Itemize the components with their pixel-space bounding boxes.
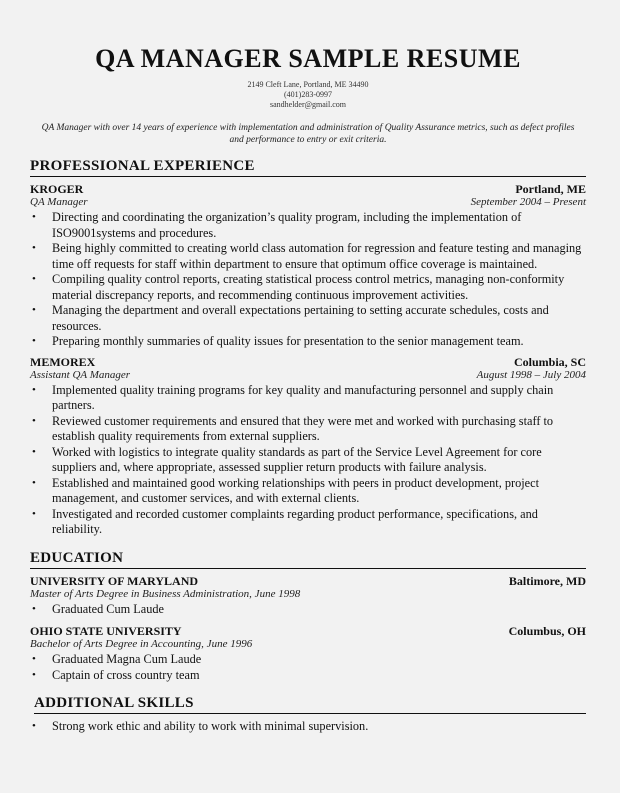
education-bullets [30, 652, 586, 683]
school-header [30, 624, 586, 638]
experience-list [30, 182, 586, 538]
list-item [30, 445, 586, 476]
list-item-text: Graduated Cum Laude [52, 601, 164, 616]
degree-text: Bachelor of Arts Degree in Accounting, June 1996 [30, 638, 253, 650]
list-item-text: Implemented quality training programs for key quality and manufacturing personnel and supply chain partners. [52, 382, 554, 412]
job-bullets [30, 383, 586, 538]
job-title: QA Manager [30, 196, 88, 208]
list-item-text: Managing the department and overall expectations pertaining to setting accurate schedules, costs and resources. [52, 303, 549, 333]
skills-list [30, 719, 586, 735]
job-subheader [30, 369, 586, 382]
bullet-icon: • [32, 273, 36, 285]
school-location: Baltimore, MD [508, 573, 586, 588]
education-heading: EDUCATION [30, 550, 586, 569]
list-item-text: Captain of cross country team [52, 667, 200, 682]
list-item-text: Strong work ethic and ability to work with minimal supervision. [52, 719, 369, 733]
bullet-icon: • [32, 304, 36, 316]
list-item [30, 334, 586, 350]
contact-phone: (401)283-0997 [284, 90, 332, 99]
list-item-text: Graduated Magna Cum Laude [52, 652, 202, 666]
job-location: Columbia, SC [513, 354, 586, 369]
job-dates: August 1998 – July 2004 [476, 368, 586, 381]
contact-address: 2149 Cleft Lane, Portland, ME 34490 [247, 80, 369, 89]
job-location: Portland, ME [515, 182, 586, 196]
bullet-icon: • [32, 602, 36, 615]
school-name: UNIVERSITY OF MARYLAND [30, 573, 199, 588]
skills-heading: ADDITIONAL SKILLS [34, 695, 586, 714]
list-item-text: Preparing monthly summaries of quality issues for presentation to the senior management team. [52, 334, 524, 348]
contact-email: sandhelder@gmail.com [269, 100, 346, 109]
job-header [30, 355, 586, 369]
bullet-icon: • [32, 445, 36, 458]
bullet-icon: • [32, 383, 36, 396]
education-entry [30, 624, 586, 683]
experience-heading: PROFESSIONAL EXPERIENCE [30, 158, 586, 177]
company-name: MEMOREX [30, 354, 96, 369]
list-item [30, 507, 586, 538]
list-item-text: Investigated and recorded customer complaints regarding product performance, specifications, and reliability. [52, 506, 538, 536]
list-item [30, 476, 586, 507]
education-bullets [30, 602, 586, 618]
list-item [30, 383, 586, 414]
list-item [30, 303, 586, 334]
list-item [30, 210, 586, 241]
education-entry [30, 574, 586, 618]
bullet-icon: • [32, 335, 36, 347]
degree-line [30, 588, 586, 601]
company-name: KROGER [30, 182, 84, 196]
bullet-icon: • [32, 211, 36, 223]
bullet-icon: • [32, 476, 36, 489]
list-item [30, 719, 586, 735]
school-name: OHIO STATE UNIVERSITY [30, 624, 182, 638]
school-header [30, 574, 586, 588]
job-dates: September 2004 – Present [470, 196, 586, 208]
list-item [30, 241, 586, 272]
bullet-icon: • [32, 507, 36, 520]
list-item [30, 652, 586, 668]
degree-text: Master of Arts Degree in Business Administration, June 1998 [30, 587, 301, 600]
list-item-text: Being highly committed to creating world class automation for regression and feature testing and managing time off requests for staff within department to ensure that optimum office coverage is maintained. [52, 241, 582, 271]
list-item-text: Directing and coordinating the organization’s quality program, including the implementation of ISO9001systems and procedures. [52, 210, 522, 240]
job-header [30, 182, 586, 196]
list-item [30, 414, 586, 445]
list-item [30, 602, 586, 618]
school-location: Columbus, OH [508, 624, 586, 638]
list-item-text: Compiling quality control reports, creating statistical process control metrics, managing non-conformity material discrepancy reports, and recommending continuous improvement activities. [52, 272, 565, 302]
list-item-text: Worked with logistics to integrate quality standards as part of the Service Level Agreement for core suppliers and, where appropriate, assessed supplier return products with failure analysis. [52, 444, 542, 474]
degree-line [30, 638, 586, 651]
job-entry [30, 182, 586, 350]
education-list [30, 574, 586, 684]
bullet-icon: • [32, 242, 36, 254]
resume-title: QA MANAGER SAMPLE RESUME [95, 44, 521, 73]
summary-text: QA Manager with over 14 years of experience with implementation and administration of Quality Assurance metrics, such as defect profiles and performance to entry or exit criteria. [41, 123, 575, 145]
job-bullets [30, 210, 586, 350]
job-title: Assistant QA Manager [30, 368, 131, 381]
list-item-text: Reviewed customer requirements and ensured that they were met and worked with purchasing staff to establish quality requirements from external suppliers. [52, 413, 554, 443]
bullet-icon: • [32, 653, 36, 665]
list-item [30, 668, 586, 684]
job-subheader [30, 196, 586, 209]
bullet-icon: • [32, 668, 36, 681]
list-item [30, 272, 586, 303]
list-item-text: Established and maintained good working relationships with peers in product development, project management, and customer services, and with external clients. [52, 475, 539, 505]
bullet-icon: • [32, 414, 36, 427]
job-entry [30, 355, 586, 538]
bullet-icon: • [32, 720, 36, 732]
